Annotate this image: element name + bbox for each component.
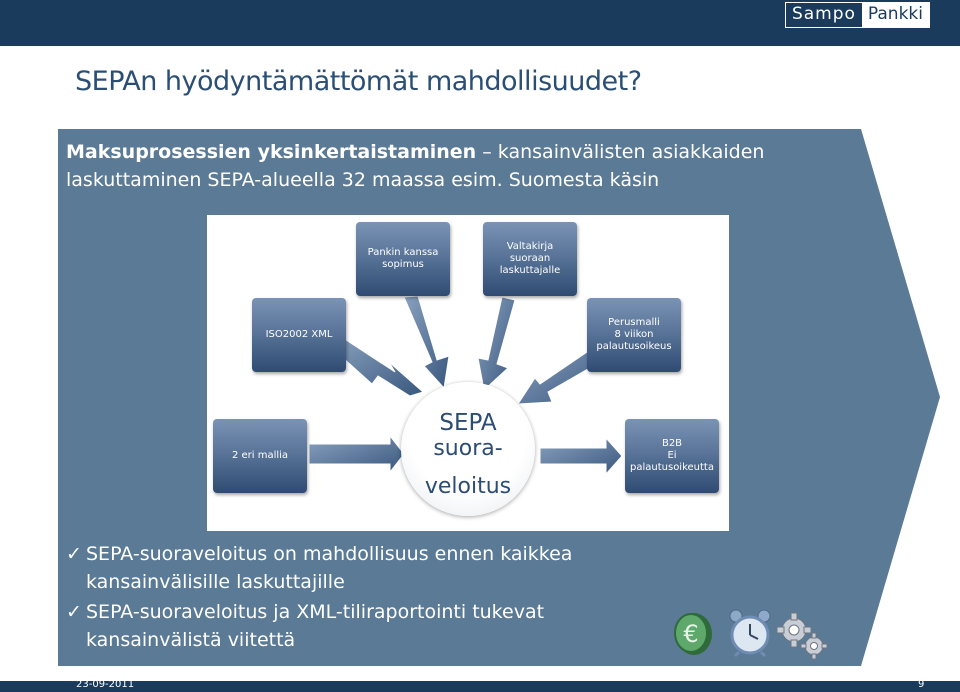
box-valtakirja-line3: laskuttajalle <box>499 265 561 276</box>
box-perusmalli-line1: Perusmalli <box>608 317 660 328</box>
box-perusmalli-line2: 8 viikon <box>614 329 654 340</box>
footer-date: 23-09-2011 <box>76 679 135 690</box>
intro-line1-rest: – kansainvälisten asiakkaiden <box>476 141 765 163</box>
box-pankin-sopimus <box>356 222 450 296</box>
bullet-2 <box>66 598 544 654</box>
box-b2b-line3: palautusoikeutta <box>630 462 714 473</box>
box-valtakirja-line1: Valtakirja <box>506 241 554 252</box>
center-line3: veloitus <box>424 474 512 499</box>
checkmark-icon: ✓ <box>66 543 82 565</box>
box-iso2002-xml <box>252 298 346 372</box>
box-perusmalli <box>587 298 681 372</box>
checkmark-icon: ✓ <box>66 601 82 623</box>
euro-coin-icon <box>672 610 716 658</box>
bullet-1-line1: SEPA-suoraveloitus on mahdollisuus ennen kaikkea <box>86 543 573 565</box>
box-valtakirja-line2: suoraan <box>509 253 551 264</box>
box-eri-line1: 2 eri mallia <box>231 450 289 461</box>
bullet-1 <box>66 540 572 596</box>
arrow-eri <box>309 436 404 472</box>
box-b2b-line1: B2B <box>661 438 683 449</box>
arrow-b2b <box>540 438 622 474</box>
box-2-eri-mallia <box>213 419 307 493</box>
gears-icon <box>776 612 828 660</box>
box-b2b <box>625 419 719 493</box>
page-number: 9 <box>918 679 925 690</box>
box-pankin-line2: sopimus <box>382 259 424 270</box>
svg-text:€: € <box>683 620 699 648</box>
box-valtakirja <box>483 222 577 296</box>
intro-bold: Maksuprosessien yksinkertaistaminen <box>66 141 477 163</box>
logo-sampo: Sampo <box>786 3 862 27</box>
box-iso-line1: ISO2002 XML <box>265 329 333 340</box>
center-line1: SEPA <box>439 410 497 436</box>
box-perusmalli-line3: palautusoikeus <box>596 341 672 352</box>
logo-pankki: Pankki <box>862 3 929 27</box>
alarm-clock-icon <box>727 608 773 658</box>
bullet-2-line2: kansainvälistä viitettä <box>86 629 296 651</box>
box-b2b-line2: Ei <box>667 450 677 461</box>
bullet-2-line1: SEPA-suoraveloitus ja XML-tiliraportointi tukevat <box>86 601 545 623</box>
bullet-1-line2: kansainvälisille laskuttajille <box>86 571 345 593</box>
intro-line2: laskuttaminen SEPA-alueella 32 maassa esim. Suomesta käsin <box>66 169 660 191</box>
arrow-valtakirja <box>478 297 515 390</box>
slide-title: SEPAn hyödyntämättömät mahdollisuudet? <box>75 66 642 97</box>
footer-bar <box>0 681 960 692</box>
center-sepa-circle <box>401 382 535 516</box>
arrow-pankin <box>404 296 449 388</box>
center-line2: suora- <box>433 436 503 461</box>
box-pankin-line1: Pankin kanssa <box>367 247 439 258</box>
